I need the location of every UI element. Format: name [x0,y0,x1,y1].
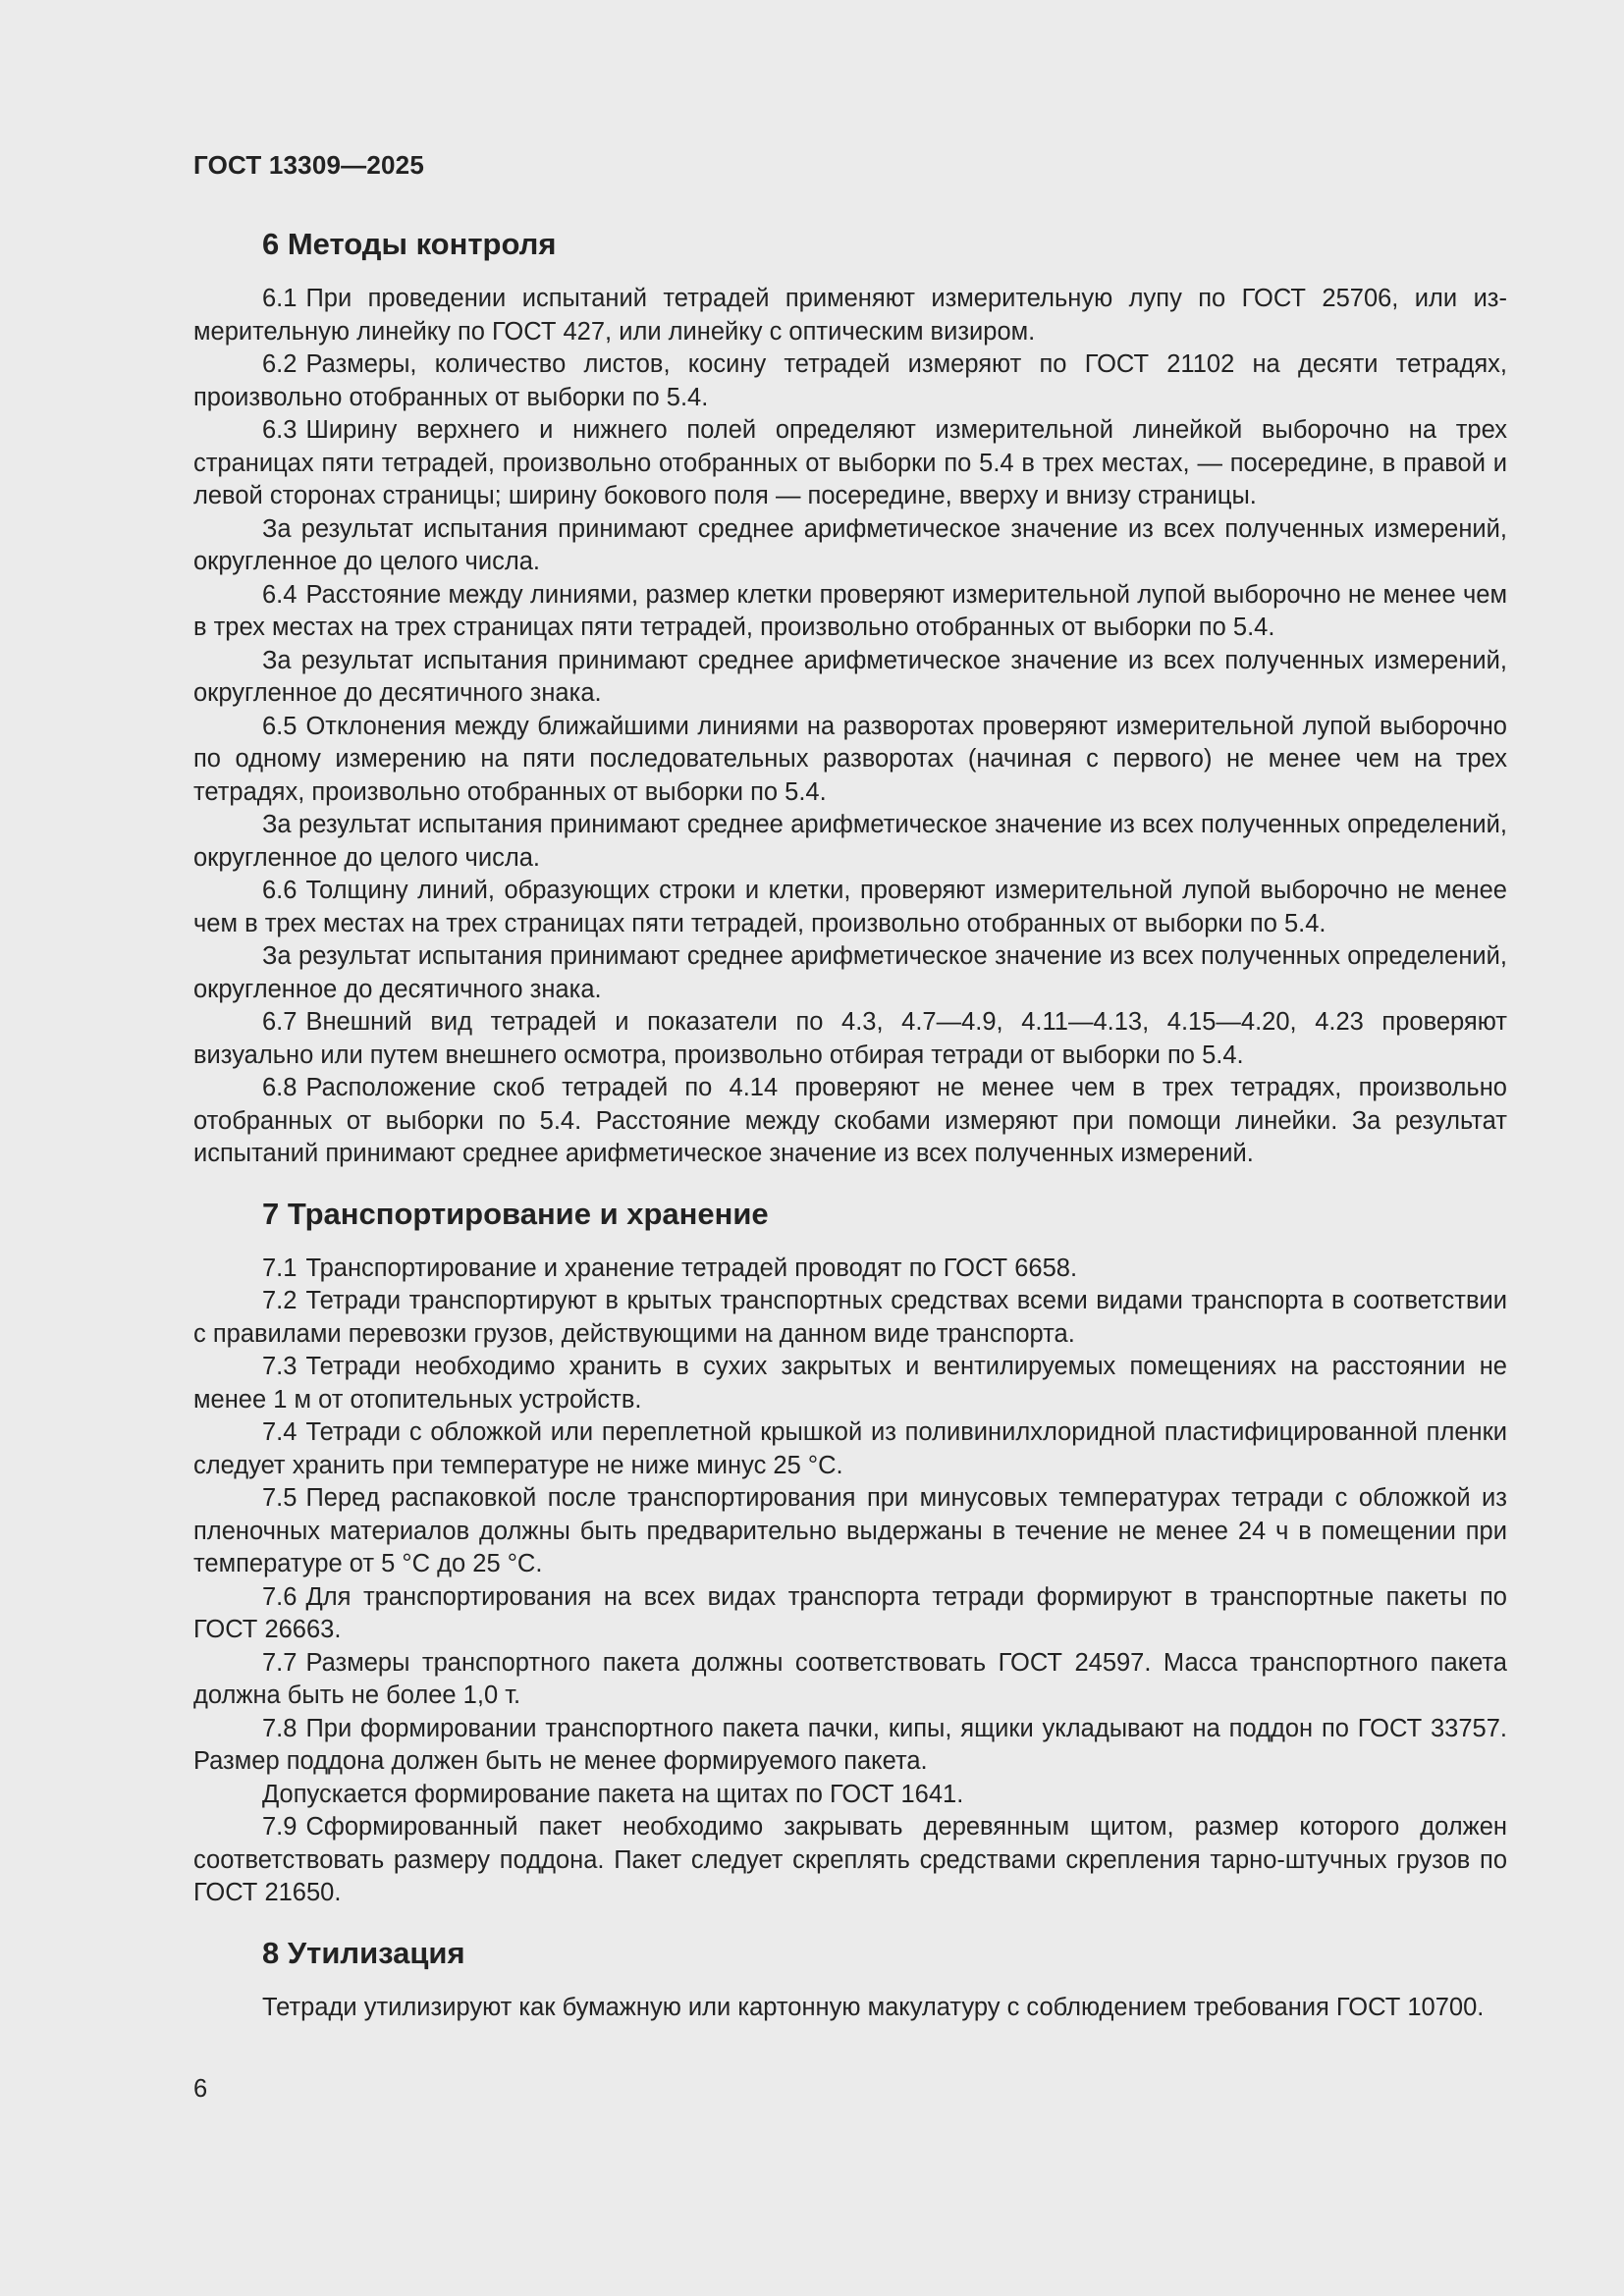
clause-number: 7.3 [262,1353,298,1380]
paragraph-7-8 [193,1713,1507,1779]
paragraph-text: За результат испытания принимают среднее арифметическое значение из всех полученных измерений, округленное до целого числа. [193,514,1507,575]
paragraph-6-3-result [193,513,1507,579]
paragraph-6-8 [193,1072,1507,1171]
paragraph-text: Расстояние между линиями, размер клетки проверяют измерительной лупой выборочно не менее чем в трех местах на трех страницах пяти тетрадей, произвольно отобранных от выборки по 5.4. [193,580,1507,641]
paragraph-text: Транспортирование и хранение тетрадей проводят по ГОСТ 6658. [305,1254,1078,1282]
clause-number: 6.6 [262,877,298,904]
paragraph-text: За результат испытания принимают среднее арифметическое значение из всех полученных определений, округленное до десятичного знака. [193,942,1507,1003]
document-header: ГОСТ 13309—2025 [193,150,424,180]
clause-number: 6.4 [262,580,298,609]
clause-number: 6.8 [262,1074,298,1101]
paragraph-6-7 [193,1006,1507,1072]
paragraph-text: Перед распаковкой после транспортирования при минусовых температурах тетради с обложкой из пленочных материалов должны быть предварительно выдержаны в течение не менее 24 ч в помещении при температуре от 5 °С до 25 °С. [193,1484,1507,1577]
clause-number: 6.1 [262,285,298,312]
clause-number: 7.9 [262,1813,298,1841]
section-7 [193,1195,1507,1910]
section-title: 7 Транспортирование и хранение [262,1196,769,1231]
paragraph-7-7 [193,1647,1507,1713]
paragraph-text: Для транспортирования на всех видах транспорта тетради формируют в транспортные пакеты по ГОСТ 26663. [193,1582,1507,1643]
paragraph-8 [193,1992,1507,2025]
paragraph-text: Размеры транспортного пакета должны соответствовать ГОСТ 24597. Масса транспортного пакета должна быть не более 1,0 т. [193,1648,1507,1709]
paragraph-text: Тетради с обложкой или переплетной крышкой из поливинилхлоридной пластифицированной пленки следует хранить при температуре не ниже минус 25 °С. [193,1418,1507,1479]
clause-number: 7.4 [262,1418,298,1446]
paragraph-text: Ширину верхнего и нижнего полей определяют измерительной линейкой выборочно на трех страницах пяти тетрадей, произвольно отобранных от выборки по 5.4 в трех местах, — посередине, в правой и левой сторонах страницы; ширину бокового поля — посередине, вверху и внизу страницы. [193,416,1507,509]
clause-number: 6.7 [262,1008,298,1036]
paragraph-7-9 [193,1811,1507,1910]
paragraph-6-6-result [193,940,1507,1006]
paragraph-text: Отклонения между ближайшими линиями на разворотах проверяют измерительной лупой выборочно по одному измерению на пяти последовательных разворотах (начиная с первого) не менее чем на трех тетрадях, произвольно отобранных от выборки по 5.4. [193,712,1507,806]
section-8 [193,1934,1507,2025]
paragraph-6-6 [193,875,1507,940]
paragraph-text: При проведении испытаний тетрадей применяют измерительную лупу по ГОСТ 25706, или измерительную линейку по ГОСТ 427, или линейку с оптическим визиром. [193,285,1507,346]
paragraph-6-5-result [193,809,1507,875]
page-number: 6 [193,2075,208,2103]
paragraph-7-3 [193,1351,1507,1416]
clause-number: 7.8 [262,1714,298,1742]
paragraph-6-1 [193,283,1507,348]
clause-number: 7.7 [262,1648,298,1677]
clause-number: 6.3 [262,416,298,444]
paragraph-text: Расположение скоб тетрадей по 4.14 проверяют не менее чем в трех тетрадях, произвольно отобранных от выборки по 5.4. Расстояние между скобами измеряют при помощи линейки. За результат испытаний принимают среднее арифметическое значение из всех полученных измерений. [193,1074,1507,1167]
paragraph-6-4 [193,579,1507,645]
paragraph-6-2 [193,348,1507,414]
clause-number: 7.2 [262,1287,298,1314]
paragraph-text: Тетради транспортируют в крытых транспортных средствах всеми видами транспорта в соответствии с правилами перевозки грузов, действующими на данном виде транспорта. [193,1287,1507,1348]
document-page [193,147,1507,2024]
paragraph-6-3 [193,414,1507,513]
paragraph-text: Размеры, количество листов, косину тетрадей измеряют по ГОСТ 21102 на десяти тетрадях, произвольно отобранных от выборки по 5.4. [193,350,1507,411]
paragraph-7-5 [193,1482,1507,1581]
paragraph-7-8-note [193,1779,1507,1812]
paragraph-text: Тетради необходимо хранить в сухих закрытых и вентилируемых помещениях на расстоянии не менее 1 м от отопительных устройств. [193,1353,1507,1414]
paragraph-text: Внешний вид тетрадей и показатели по 4.3, 4.7—4.9, 4.11—4.13, 4.15—4.20, 4.23 проверяют визуально или путем внешнего осмотра, произвольно отбирая тетради от выборки по 5.4. [193,1008,1507,1069]
paragraph-text: Тетради утилизируют как бумажную или картонную макулатуру с соблюдением требования ГОСТ 10700. [262,1993,1485,2021]
paragraph-6-5 [193,711,1507,810]
paragraph-6-4-result [193,645,1507,711]
section-title: 6 Методы контроля [262,227,557,261]
paragraph-text: Допускается формирование пакета на щитах по ГОСТ 1641. [262,1780,964,1808]
clause-number: 6.5 [262,712,298,740]
paragraph-text: При формировании транспортного пакета пачки, кипы, ящики укладывают на поддон по ГОСТ 33757. Размер поддона должен быть не менее формируемого пакета. [193,1714,1507,1775]
paragraph-7-6 [193,1581,1507,1647]
paragraph-7-4 [193,1416,1507,1482]
clause-number: 7.6 [262,1582,298,1611]
paragraph-text: Толщину линий, образующих строки и клетки, проверяют измерительной лупой выборочно не менее чем в трех местах на трех страницах пяти тетрадей, произвольно отобранных от выборки по 5.4. [193,877,1507,937]
clause-number: 6.2 [262,350,298,378]
section-title: 8 Утилизация [262,1935,465,1970]
paragraph-7-2 [193,1285,1507,1351]
clause-number: 7.1 [262,1254,298,1282]
clause-number: 7.5 [262,1484,298,1512]
section-6 [193,225,1507,1171]
paragraph-7-1 [193,1253,1507,1286]
paragraph-text: За результат испытания принимают среднее арифметическое значение из всех полученных измерений, округленное до десятичного знака. [193,646,1507,707]
paragraph-text: За результат испытания принимают среднее арифметическое значение из всех полученных определений, округленное до целого числа. [193,811,1507,872]
paragraph-text: Сформированный пакет необходимо закрывать деревянным щитом, размер которого должен соответствовать размеру поддона. Пакет следует скреплять средствами скрепления тарно-штучных грузов по ГОСТ 21650. [193,1813,1507,1906]
